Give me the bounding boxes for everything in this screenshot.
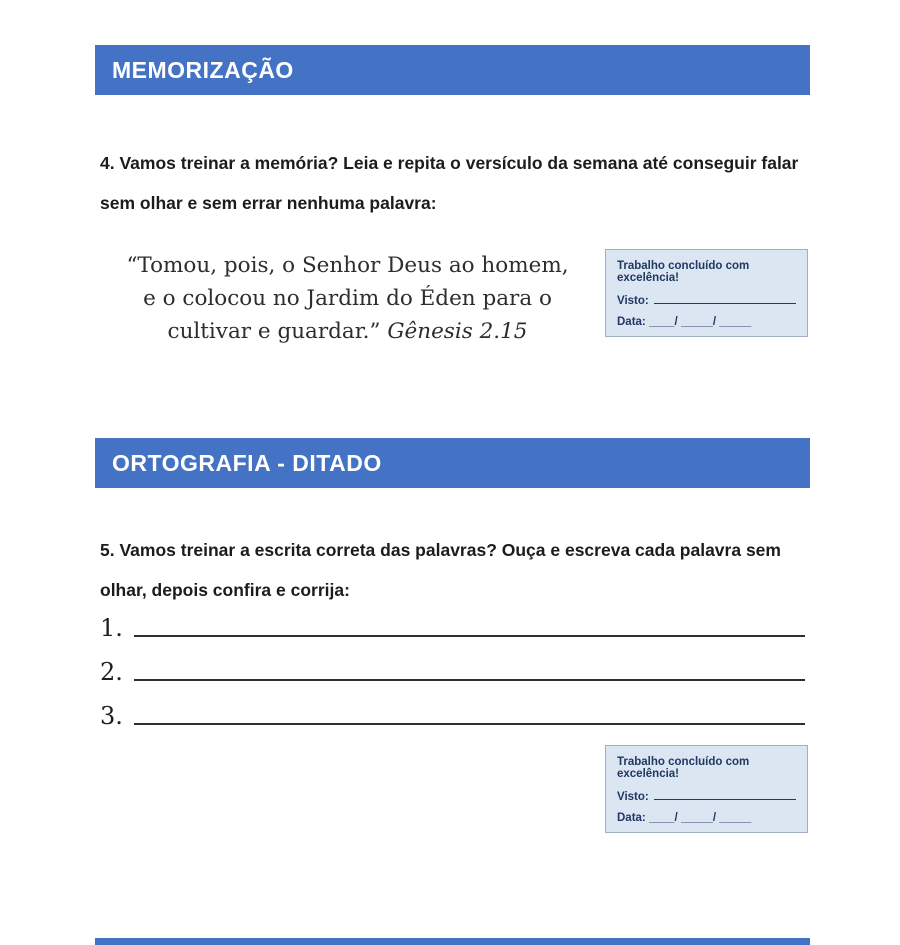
dictation-write-line-1 bbox=[134, 608, 805, 637]
dictation-list bbox=[100, 608, 805, 740]
section-header-memorizacao bbox=[95, 45, 810, 95]
section-header-memorizacao-label: MEMORIZAÇÃO bbox=[112, 56, 294, 83]
worksheet-page bbox=[0, 45, 900, 945]
completion-box-ortografia bbox=[605, 745, 808, 833]
visto-blank-line bbox=[654, 789, 796, 800]
visto-label: Visto: bbox=[617, 791, 649, 803]
dictation-write-line-3 bbox=[134, 696, 805, 725]
data-row bbox=[617, 316, 796, 328]
verse-quote bbox=[110, 249, 585, 348]
question-5-text: 5. Vamos treinar a escrita correta das palavras? Ouça e escreva cada palavra sem olhar, depois confira e corrija: bbox=[100, 540, 781, 600]
verse-line-3 bbox=[110, 315, 585, 348]
dictation-number-2: 2. bbox=[100, 658, 123, 686]
section-header-ortografia bbox=[95, 438, 810, 488]
dictation-number-1: 1. bbox=[100, 614, 123, 642]
visto-row bbox=[617, 293, 796, 307]
verse-reference: Gênesis 2.15 bbox=[387, 319, 528, 344]
dictation-row-2 bbox=[100, 652, 805, 696]
verse-row bbox=[110, 249, 808, 348]
dictation-row-1 bbox=[100, 608, 805, 652]
completion-box-title: Trabalho concluído com excelência! bbox=[617, 260, 750, 284]
visto-blank-line bbox=[654, 293, 796, 304]
section-header-ortografia-label: ORTOGRAFIA - DITADO bbox=[112, 449, 382, 476]
data-row bbox=[617, 812, 796, 824]
visto-row bbox=[617, 789, 796, 803]
completion-box-title: Trabalho concluído com excelência! bbox=[617, 756, 750, 780]
verse-line-2: e o colocou no Jardim do Éden para o bbox=[143, 286, 552, 311]
dictation-row-3 bbox=[100, 696, 805, 740]
completion-box-row bbox=[0, 745, 808, 833]
data-blanks: ____/ _____/ _____ bbox=[648, 316, 752, 328]
next-section-header-sliver bbox=[95, 938, 810, 945]
dictation-number-3: 3. bbox=[100, 702, 123, 730]
question-4-text: 4. Vamos treinar a memória? Leia e repita o versículo da semana até conseguir falar sem olhar e sem errar nenhuma palavra: bbox=[100, 153, 799, 213]
data-label: Data: bbox=[617, 812, 646, 824]
dictation-write-line-2 bbox=[134, 652, 805, 681]
completion-box-memorizacao bbox=[605, 249, 808, 337]
visto-label: Visto: bbox=[617, 295, 649, 307]
verse-line-1: “Tomou, pois, o Senhor Deus ao homem, bbox=[126, 253, 569, 278]
verse-line-3-text: cultivar e guardar.” bbox=[167, 319, 381, 344]
data-blanks: ____/ _____/ _____ bbox=[648, 812, 752, 824]
data-label: Data: bbox=[617, 316, 646, 328]
